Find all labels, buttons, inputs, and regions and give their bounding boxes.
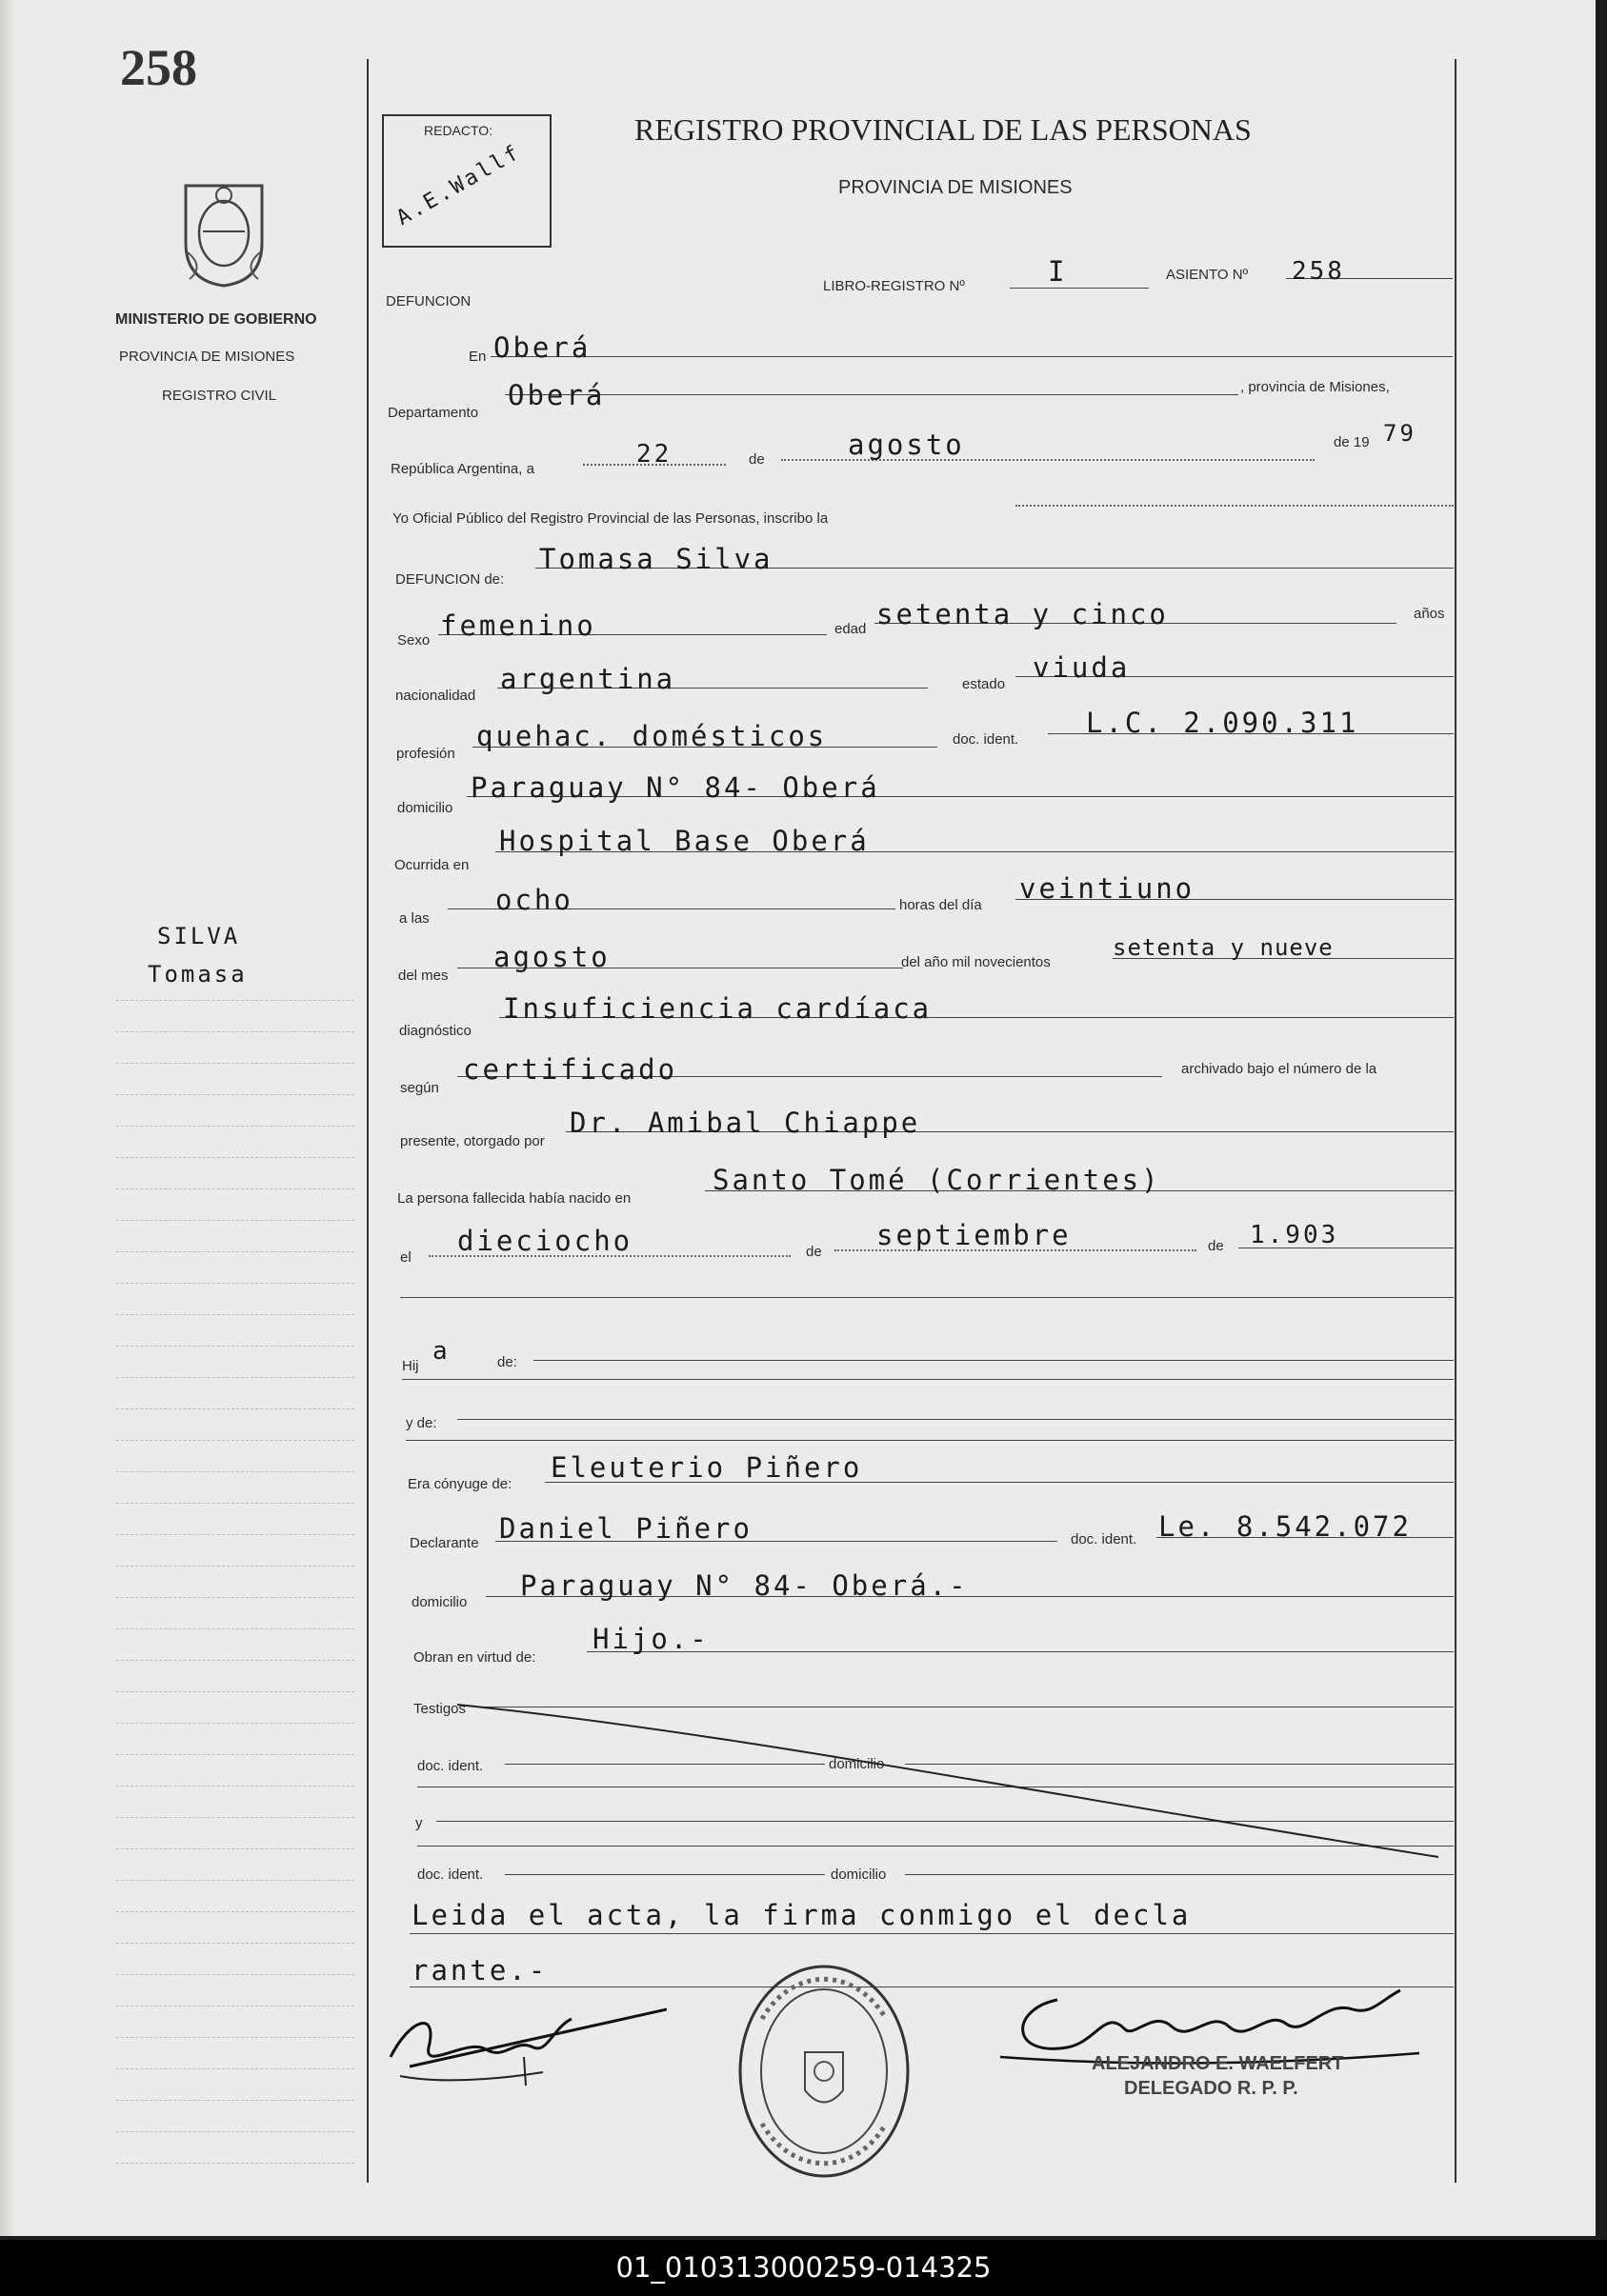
testigo-y-label: y bbox=[415, 1815, 423, 1831]
margin-rule-line bbox=[116, 1126, 354, 1127]
dia-value: 22 bbox=[636, 440, 673, 469]
delanio-label: del año mil novecientos bbox=[901, 954, 1051, 970]
delmes-value: agosto bbox=[493, 941, 611, 973]
anios-label: años bbox=[1414, 606, 1445, 622]
margin-rule-line bbox=[116, 1188, 354, 1189]
margin-rule-line bbox=[116, 1723, 354, 1724]
official-seal-icon bbox=[733, 1962, 914, 2181]
margin-rule-line bbox=[116, 1628, 354, 1629]
yde-label: y de: bbox=[406, 1415, 437, 1431]
el-day-value: dieciocho bbox=[457, 1225, 633, 1257]
document-title: REGISTRO PROVINCIAL DE LAS PERSONAS bbox=[634, 112, 1252, 147]
margin-rule-line bbox=[116, 1848, 354, 1849]
defuncion-label: DEFUNCION de: bbox=[395, 571, 505, 588]
margin-rule-line bbox=[116, 1503, 354, 1504]
record-type-label: DEFUNCION bbox=[386, 293, 472, 309]
anio-value: 79 bbox=[1383, 420, 1416, 447]
declarante-doc-value: Le. 8.542.072 bbox=[1158, 1510, 1412, 1543]
margin-rule-line bbox=[116, 1471, 354, 1472]
redacto-label: REDACTO: bbox=[424, 123, 493, 138]
margin-rule-line bbox=[116, 1251, 354, 1252]
margin-rule-line bbox=[116, 1817, 354, 1818]
margin-rule-line bbox=[116, 2037, 354, 2038]
margin-note-firstname: Tomasa bbox=[148, 961, 248, 988]
departamento-value: Oberá bbox=[508, 379, 606, 411]
hijo-suffix: a bbox=[432, 1337, 451, 1366]
nacionalidad-value: argentina bbox=[500, 663, 676, 695]
margin-rule-line bbox=[116, 1974, 354, 1975]
margin-rule-line bbox=[116, 2068, 354, 2069]
margin-rule-line bbox=[116, 1220, 354, 1221]
margin-rule-line bbox=[116, 1346, 354, 1347]
domicilio-value: Paraguay N° 84- Oberá bbox=[471, 771, 880, 804]
conyuge-label: Era cónyuge de: bbox=[408, 1476, 512, 1492]
declarant-signature-icon bbox=[381, 1981, 667, 2095]
margin-rule-line bbox=[116, 2100, 354, 2101]
segun-value: certificado bbox=[463, 1053, 678, 1086]
alas-label: a las bbox=[399, 910, 430, 927]
el-de-label-1: de bbox=[806, 1244, 822, 1260]
declarante-label: Declarante bbox=[410, 1535, 479, 1551]
margin-rule-line bbox=[116, 1754, 354, 1755]
testigos-label: Testigos bbox=[413, 1701, 467, 1717]
margin-rule-line bbox=[116, 1094, 354, 1095]
margin-rule-line bbox=[116, 1691, 354, 1692]
official-name: ALEJANDRO E. WAELFERT bbox=[1092, 2053, 1344, 2074]
anio-label: de 19 bbox=[1334, 434, 1370, 450]
margin-rule-line bbox=[116, 1943, 354, 1944]
de-label: de bbox=[749, 451, 765, 468]
decl-domicilio-value: Paraguay N° 84- Oberá.- bbox=[520, 1569, 969, 1602]
binding-edge bbox=[0, 0, 13, 2236]
testigo2-doc-label: doc. ident. bbox=[417, 1867, 484, 1883]
hijo-label: Hij bbox=[402, 1358, 419, 1374]
profesion-value: quehac. domésticos bbox=[476, 720, 828, 752]
official-title: DELEGADO R. P. P. bbox=[1124, 2078, 1298, 2099]
obran-label: Obran en virtud de: bbox=[413, 1649, 536, 1666]
registry-label: REGISTRO CIVIL bbox=[162, 388, 277, 404]
doc-ident-value: L.C. 2.090.311 bbox=[1086, 707, 1359, 739]
el-de-label-2: de bbox=[1208, 1238, 1224, 1254]
doc-ident-label: doc. ident. bbox=[953, 731, 1019, 748]
estado-value: viuda bbox=[1033, 651, 1131, 684]
delanio-value: setenta y nueve bbox=[1113, 934, 1334, 961]
right-frame-line bbox=[1455, 59, 1456, 2183]
edad-value: setenta y cinco bbox=[876, 598, 1169, 630]
margin-rule-line bbox=[116, 1786, 354, 1787]
edad-label: edad bbox=[834, 621, 867, 637]
testigo1-domicilio-label: domicilio bbox=[829, 1756, 885, 1772]
oficial-text: Yo Oficial Público del Registro Provincial de las Personas, inscribo la bbox=[392, 510, 829, 527]
margin-rule-line bbox=[116, 2163, 354, 2164]
el-label: el bbox=[400, 1249, 412, 1266]
sexo-label: Sexo bbox=[397, 632, 431, 649]
scan-footer-id: 01_010313000259-014325 bbox=[0, 2240, 1607, 2296]
margin-rule-line bbox=[116, 1440, 354, 1441]
conyuge-value: Eleuterio Piñero bbox=[551, 1451, 863, 1484]
margin-rule-line bbox=[116, 1283, 354, 1284]
horas-label: horas del día bbox=[899, 897, 982, 913]
horas-value: veintiuno bbox=[1019, 872, 1195, 905]
margin-note-surname: SILVA bbox=[157, 923, 241, 949]
el-year-value: 1.903 bbox=[1250, 1221, 1339, 1249]
testigos-crossout-line bbox=[448, 1695, 1448, 1867]
document-subtitle: PROVINCIA DE MISIONES bbox=[838, 177, 1073, 198]
hijo-de-label: de: bbox=[497, 1354, 517, 1370]
margin-rule-line bbox=[116, 1408, 354, 1409]
margin-rule-line bbox=[116, 1314, 354, 1315]
declarante-value: Daniel Piñero bbox=[499, 1512, 753, 1545]
ocurrida-label: Ocurrida en bbox=[394, 857, 470, 873]
margin-rule-line bbox=[116, 2006, 354, 2007]
coat-of-arms-icon bbox=[176, 176, 271, 290]
diagnostico-label: diagnóstico bbox=[399, 1023, 472, 1039]
redacto-initials: A.E.Wallf bbox=[392, 140, 526, 230]
alas-value: ocho bbox=[495, 884, 573, 916]
closing-text-line1: Leida el acta, la firma conmigo el decla bbox=[412, 1899, 1192, 1931]
decl-domicilio-label: domicilio bbox=[412, 1594, 468, 1610]
segun-label: según bbox=[400, 1080, 439, 1096]
ocurrida-value: Hospital Base Oberá bbox=[499, 825, 870, 857]
margin-rule-line bbox=[116, 1157, 354, 1158]
declarante-doc-label: doc. ident. bbox=[1071, 1531, 1137, 1547]
presente-value: Dr. Amibal Chiappe bbox=[570, 1107, 921, 1139]
profesion-label: profesión bbox=[396, 746, 455, 762]
estado-label: estado bbox=[962, 676, 1006, 692]
closing-text-line2: rante.- bbox=[412, 1954, 549, 1987]
ministry-label: MINISTERIO DE GOBIERNO bbox=[115, 311, 317, 328]
republica-label: República Argentina, a bbox=[391, 461, 534, 477]
archivado-label: archivado bajo el número de la bbox=[1181, 1061, 1377, 1077]
margin-rule-line bbox=[116, 1597, 354, 1598]
margin-rule-line bbox=[116, 1063, 354, 1064]
departamento-label: Departamento bbox=[388, 405, 479, 421]
margin-rule-line bbox=[116, 1911, 354, 1912]
asiento-label: ASIENTO Nº bbox=[1166, 267, 1249, 283]
margin-rule-line bbox=[116, 2131, 354, 2132]
sexo-value: femenino bbox=[440, 609, 596, 642]
page-number: 258 bbox=[120, 39, 197, 96]
nacido-label: La persona fallecida había nacido en bbox=[397, 1190, 632, 1207]
obran-value: Hijo.- bbox=[593, 1623, 710, 1655]
left-frame-line bbox=[367, 59, 369, 2183]
margin-rule-line bbox=[116, 1000, 354, 1001]
margin-rule-line bbox=[116, 1880, 354, 1881]
nacido-value: Santo Tomé (Corrientes) bbox=[713, 1164, 1161, 1196]
margin-rule-line bbox=[116, 1534, 354, 1535]
libro-label: LIBRO-REGISTRO Nº bbox=[823, 278, 965, 294]
libro-value: I bbox=[1048, 255, 1068, 288]
el-month-value: septiembre bbox=[876, 1219, 1072, 1251]
provincia-suffix: , provincia de Misiones, bbox=[1240, 379, 1390, 395]
margin-rule-line bbox=[116, 1566, 354, 1567]
testigo2-domicilio-label: domicilio bbox=[831, 1867, 887, 1883]
margin-rule-line bbox=[116, 1660, 354, 1661]
diagnostico-value: Insuficiencia cardíaca bbox=[503, 992, 933, 1025]
asiento-value: 258 bbox=[1292, 257, 1345, 286]
en-label: En bbox=[469, 349, 487, 365]
margin-rule-line bbox=[116, 1377, 354, 1378]
domicilio-label: domicilio bbox=[397, 800, 453, 816]
mes-value: agosto bbox=[848, 429, 965, 461]
delmes-label: del mes bbox=[398, 968, 449, 984]
nacionalidad-label: nacionalidad bbox=[395, 688, 476, 704]
margin-rule-line bbox=[116, 1031, 354, 1032]
en-value: Oberá bbox=[493, 331, 592, 364]
presente-label: presente, otorgado por bbox=[400, 1133, 545, 1149]
province-label: PROVINCIA DE MISIONES bbox=[119, 349, 295, 365]
testigo1-doc-label: doc. ident. bbox=[417, 1758, 484, 1774]
redacto-box bbox=[382, 114, 552, 248]
defuncion-value: Tomasa Silva bbox=[539, 543, 773, 575]
